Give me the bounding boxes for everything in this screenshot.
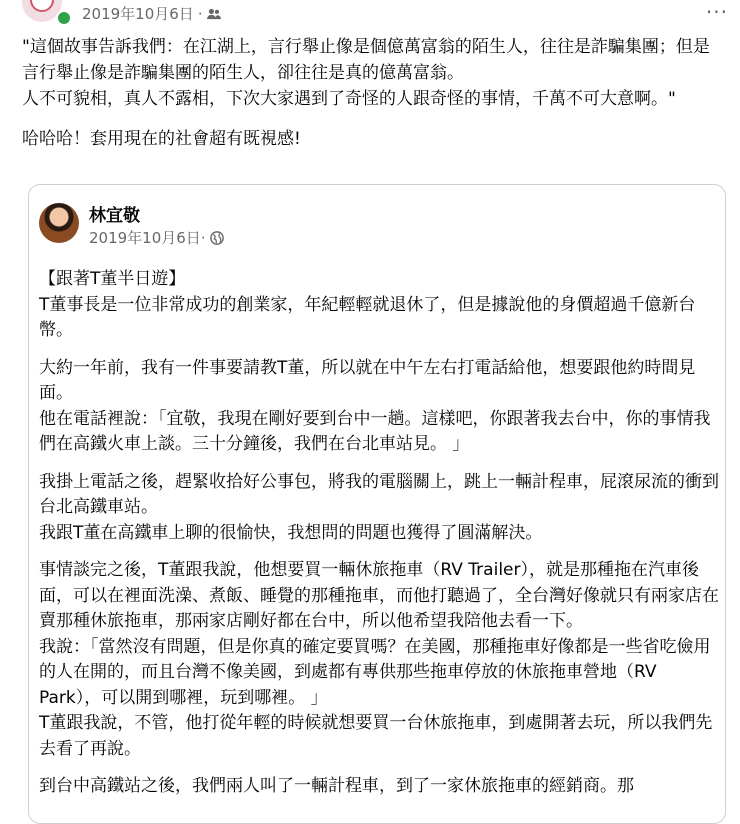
friends-audience-icon[interactable] bbox=[207, 8, 221, 20]
author-name[interactable]: 林宜敬 bbox=[89, 206, 140, 226]
meta-separator: · bbox=[200, 229, 206, 247]
online-status-icon bbox=[56, 10, 72, 26]
shared-paragraph: 我掛上電話之後，趕緊收拾好公事包，將我的電腦關上，跳上一輛計程車，屁滾尿流的衝到台北高鐵車站。 bbox=[39, 471, 719, 517]
shared-paragraph: 大約一年前，我有一件事要請教T董，所以就在中午左右打電話給他，想要跟他約時間見面。 bbox=[39, 357, 696, 403]
post-meta bbox=[82, 3, 221, 24]
post-paragraph: 人不可貌相，真人不露相，下次大家遇到了奇怪的人跟奇怪的事情，千萬不可大意啊。" bbox=[22, 89, 676, 109]
shared-paragraph: T董事長是一位非常成功的創業家，年紀輕輕就退休了，但是據說他的身價超過千億新台幣。 bbox=[39, 294, 696, 340]
globe-icon[interactable] bbox=[210, 231, 224, 245]
shared-paragraph: 我跟T董在高鐵車上聊的很愉快，我想問的問題也獲得了圓滿解決。 bbox=[39, 522, 543, 543]
shared-paragraph: 事情談完之後，T董跟我說，他想要買一輛休旅拖車（RV Trailer），就是那種拖在汽車後面，可以在裡面洗澡、煮飯、睡覺的那種拖車，而他打聽過了，全台灣好像就只有兩家店在賣那種休旅拖車，那兩家店剛好都在台中，所以他希望我陪他去看一下。 bbox=[39, 560, 719, 631]
shared-title: 【跟著T董半日遊】 bbox=[39, 269, 186, 289]
shared-post-body bbox=[39, 267, 719, 800]
shared-post-card[interactable] bbox=[28, 184, 726, 824]
post-header bbox=[0, 0, 740, 26]
shared-post-meta bbox=[89, 227, 224, 248]
author-avatar[interactable] bbox=[39, 203, 79, 243]
meta-separator: · bbox=[197, 5, 203, 23]
shared-paragraph: T董跟我說，不管，他打從年輕的時候就想要買一台休旅拖車，到處開著去玩，所以我們先去看了再說。 bbox=[39, 713, 713, 759]
post-paragraph: 哈哈哈！套用現在的社會超有既視感! bbox=[22, 129, 301, 149]
post-date[interactable]: 2019年10月6日 bbox=[82, 5, 194, 23]
shared-paragraph: 到台中高鐵站之後，我們兩人叫了一輛計程車，到了一家休旅拖車的經銷商。那 bbox=[39, 776, 634, 796]
more-options-icon[interactable]: ··· bbox=[705, 0, 728, 24]
post-paragraph: "這個故事告訴我們：在江湖上，言行舉止像是個億萬富翁的陌生人，往往是詐騙集團；但是言行舉止像是詐騙集團的陌生人，卻往往是真的億萬富翁。 bbox=[22, 37, 710, 83]
post-body bbox=[22, 34, 722, 152]
shared-post-date[interactable]: 2019年10月6日 bbox=[89, 229, 201, 247]
shared-paragraph: 他在電話裡說：「宜敬，我現在剛好要到台中一趟。這樣吧，你跟著我去台中，你的事情我們在高鐵火車上談。三十分鐘後，我們在台北車站見。 」 bbox=[39, 408, 711, 454]
shared-paragraph: 我說：「當然沒有問題，但是你真的確定要買嗎？在美國，那種拖車好像都是一些省吃儉用的人在開的，而且台灣不像美國，到處都有專供那些拖車停放的休旅拖車營地（RV Park），可以開到哪裡，玩到哪裡。 」 bbox=[39, 636, 711, 708]
